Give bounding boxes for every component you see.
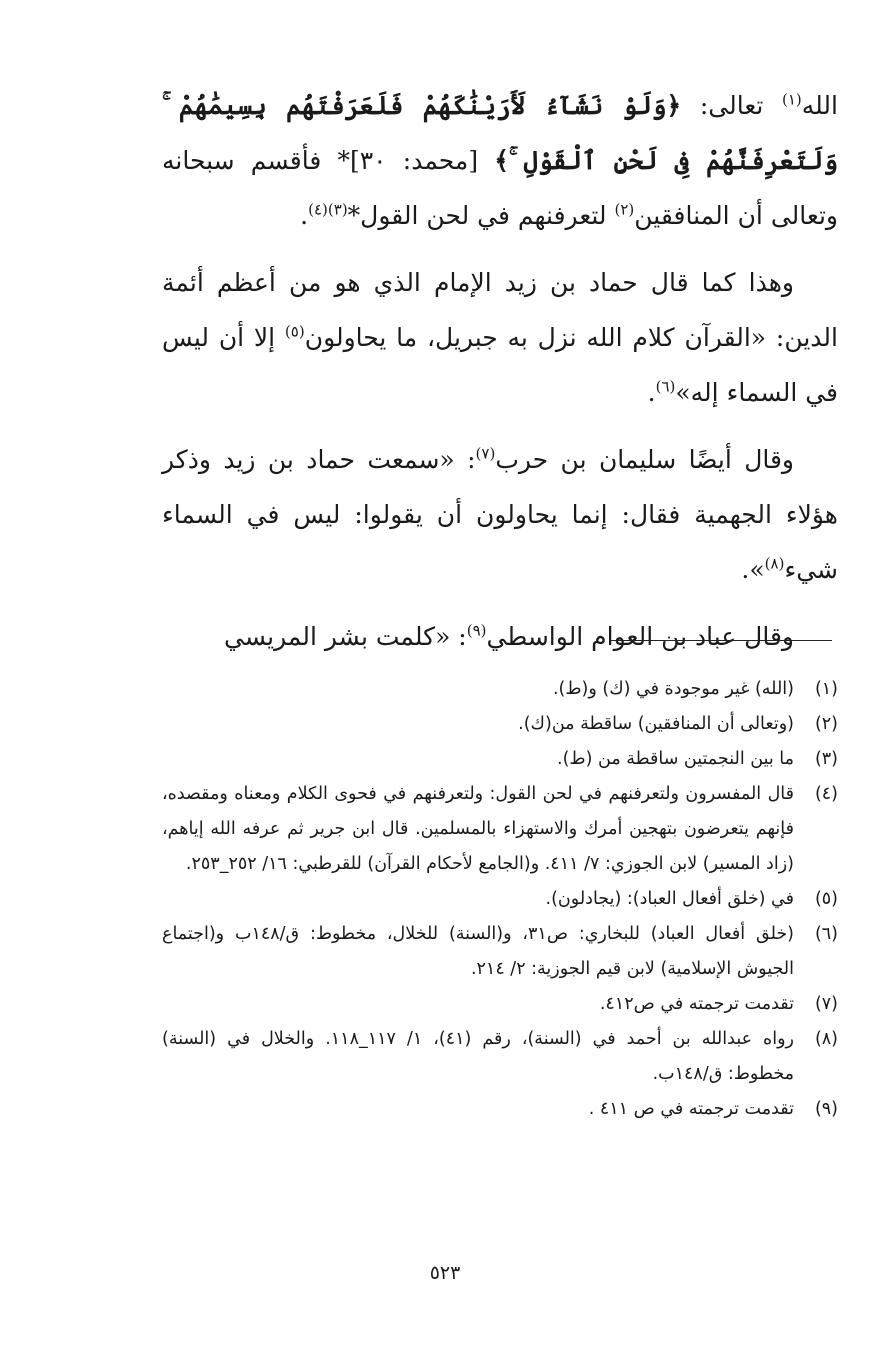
footnote-ref-2[interactable]: (٢) bbox=[614, 200, 635, 219]
footnote-ref-1[interactable]: (١) bbox=[781, 90, 802, 109]
footnote-item bbox=[162, 672, 838, 707]
asterisk-mark: * bbox=[347, 201, 361, 230]
paragraph-3 bbox=[162, 432, 838, 597]
text-run: * فأقسم سبحانه bbox=[162, 146, 350, 175]
text-run: لتعرفنهم في لحن القول bbox=[360, 201, 615, 230]
footnote-item bbox=[162, 1092, 838, 1127]
footnote-number: (٦) bbox=[814, 924, 838, 944]
footnote-number: (٣) bbox=[814, 749, 838, 769]
text-run: الله bbox=[801, 91, 838, 120]
footnote-ref-8[interactable]: (٨) bbox=[764, 554, 785, 573]
footnote-number: (٧) bbox=[814, 994, 838, 1014]
text-run: : «سمعت حماد بن زيد وذكر هؤلاء الجهمية فقال: إنما يحاولون أن يقولوا: ليس في السماء شيء bbox=[162, 445, 838, 584]
footnote-text: رواه عبدالله بن أحمد في (السنة)، رقم (٤١)، ١/ ١١٧_١١٨. والخلال في (السنة) مخطوط: ق/١٤٨ب. bbox=[162, 1029, 794, 1084]
footnote-ref-9[interactable]: (٩) bbox=[466, 621, 487, 640]
footnote-number: (١) bbox=[814, 679, 838, 699]
footnote-ref-6[interactable]: (٦) bbox=[655, 377, 676, 396]
footnote-text: (خلق أفعال العباد) للبخاري: ص٣١، و(السنة) للخلال، مخطوط: ق/١٤٨ب و(اجتماع الجيوش الإسلامية) لابن قيم الجوزية: ٢/ ٢١٤. bbox=[162, 924, 795, 979]
footnote-item bbox=[162, 1022, 838, 1092]
text-run: وقال أيضًا سليمان بن حرب bbox=[495, 445, 794, 474]
main-text bbox=[162, 78, 838, 676]
footnote-text: تقدمت ترجمته في ص٤١٢. bbox=[599, 994, 794, 1014]
footnote-item bbox=[162, 777, 838, 882]
text-run: . bbox=[300, 201, 309, 230]
footnote-text: في (خلق أفعال العباد): (يجادلون). bbox=[545, 889, 794, 909]
page-number: ٥٢٣ bbox=[429, 1262, 461, 1284]
footnote-ref-3-4[interactable]: (٣)(٤) bbox=[308, 200, 348, 219]
footnote-item bbox=[162, 917, 838, 987]
footnote-text: تقدمت ترجمته في ص ٤١١ . bbox=[588, 1099, 794, 1119]
text-run: ». bbox=[741, 555, 765, 584]
footnote-text: (وتعالى أن المنافقين) ساقطة من(ك). bbox=[518, 714, 794, 734]
quran-verse: ﴿وَلَوْ نَشَآءُ لَأَرَيْنَٰكَهُمْ فَلَعَرَفْتَهُم بِسِيمَٰهُمْ ۚ وَلَتَعْرِفَنَّهُمْ فِى لَحْنِ ٱلْقَوْلِ ۚ﴾ bbox=[162, 91, 838, 175]
footnote-item bbox=[162, 987, 838, 1022]
text-run: تعالى: bbox=[681, 91, 782, 120]
footnote-number: (٩) bbox=[814, 1099, 838, 1119]
paragraph-1 bbox=[162, 78, 838, 243]
verse-reference: [محمد: ٣٠] bbox=[349, 146, 495, 175]
footnote-text: ما بين النجمتين ساقطة من (ط). bbox=[557, 749, 794, 769]
footnote-separator bbox=[610, 640, 832, 641]
text-run: : «كلمت بشر المريسي bbox=[224, 622, 467, 651]
footnote-ref-5[interactable]: (٥) bbox=[284, 322, 305, 341]
footnote-text: (الله) غير موجودة في (ك) و(ط). bbox=[552, 679, 794, 699]
text-run: . bbox=[647, 378, 656, 407]
text-run: وهذا كما قال حماد بن زيد الإمام الذي هو من أعظم أئمة الدين: «القرآن كلام الله نزل به جبريل، ما يحاولون bbox=[162, 268, 838, 352]
footnote-number: (٥) bbox=[814, 889, 838, 909]
text-run: إلا أن ليس في السماء إله» bbox=[162, 323, 838, 407]
footnote-number: (٢) bbox=[814, 714, 838, 734]
footnote-number: (٨) bbox=[814, 1029, 838, 1049]
footnote-text: قال المفسرون ولتعرفنهم في لحن القول: ولتعرفنهم في فحوى الكلام ومعناه ومقصده، فإنهم يتعرضون بتهجين أمرك والاستهزاء بالمسلمين. قال ابن جرير ثم عرفه الله إياهم، (زاد المسير) لابن الجوزي: ٧/ ٤١١. و(الجامع لأحكام القرآن) للقرطبي: ١٦/ ٢٥٢_٢٥٣. bbox=[162, 784, 794, 874]
footnote-item bbox=[162, 742, 838, 777]
footnote-item bbox=[162, 707, 838, 742]
footnote-ref-7[interactable]: (٧) bbox=[475, 444, 496, 463]
footnotes bbox=[162, 672, 838, 1127]
text-run: وقال عباد بن العوام الواسطي bbox=[486, 622, 794, 651]
paragraph-4 bbox=[162, 609, 838, 664]
text-run: وتعالى أن المنافقين bbox=[634, 201, 838, 230]
paragraph-2 bbox=[162, 255, 838, 420]
footnote-item bbox=[162, 882, 838, 917]
footnote-number: (٤) bbox=[814, 784, 838, 804]
